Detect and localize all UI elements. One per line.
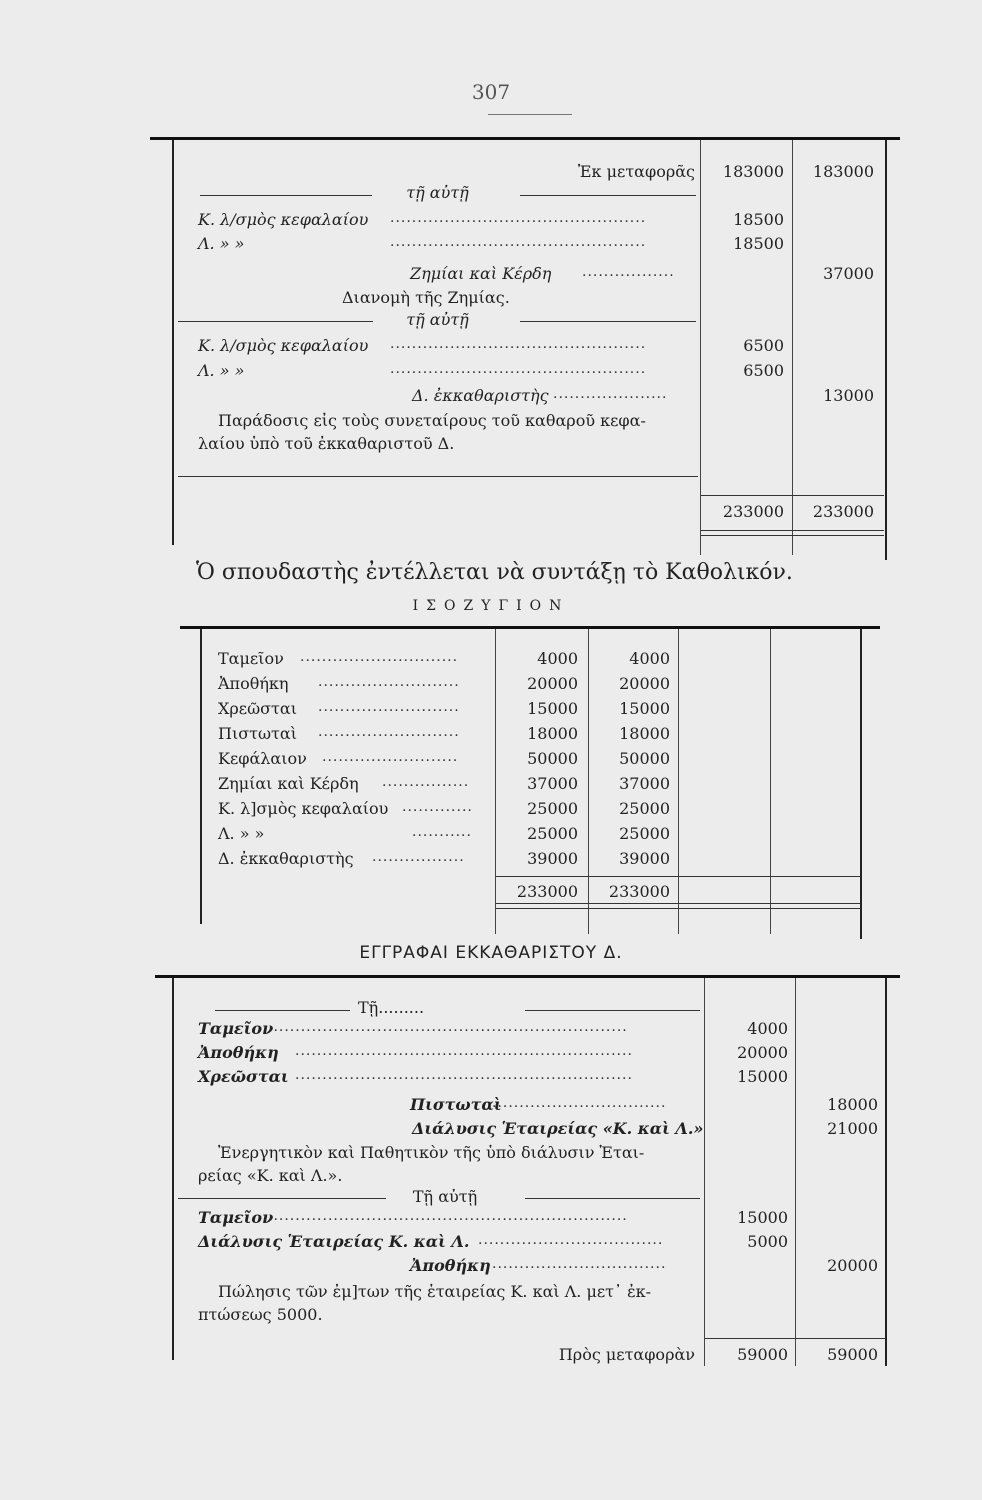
isozygion-row-a: 15000 [527, 699, 578, 718]
dot-leader: .......................... [318, 699, 460, 715]
ledger-2-left-border [172, 978, 174, 1360]
isozygion-total-b: 233000 [608, 882, 670, 901]
isozygion-row-label: Δ. ἐκκαθαριστὴς [218, 849, 354, 868]
ledger-2-row-label: Ταμεῖον [198, 1208, 274, 1227]
dot-leader: ..................... [553, 386, 668, 402]
isozygion-total-a: 233000 [516, 882, 578, 901]
ledger-2-row-debit: 15000 [737, 1067, 788, 1086]
date-rule-left [178, 1198, 386, 1199]
carry-over-debit: 59000 [737, 1345, 788, 1364]
ledger-1-credit-value: 37000 [823, 264, 874, 283]
isozygion-row-a: 37000 [527, 774, 578, 793]
isozygion-row-label: Ζημίαι καὶ Κέρδη [218, 774, 359, 793]
dot-leader: ......................... [322, 749, 459, 765]
ledger-1-row-debit: 6500 [743, 336, 784, 355]
carry-over-credit: 59000 [827, 1345, 878, 1364]
isozygion-row-label: Χρεῶσται [218, 699, 297, 718]
isozygion-col-3 [678, 629, 679, 934]
ledger-2-credit-label: Πιστωταὶ [410, 1095, 502, 1114]
ledger-2-credit-value: 21000 [827, 1119, 878, 1138]
ledger-1-date-2: τῇ αὐτῇ [406, 310, 469, 329]
date-rule-left [215, 1010, 350, 1011]
date-rule-left [178, 321, 373, 322]
isozygion-top-rule [180, 626, 880, 629]
ledger-1-note: Διανομὴ τῆς Ζημίας. [342, 288, 510, 307]
ledger-1-total-rule [178, 476, 698, 477]
ledger-2-credit-value: 18000 [827, 1095, 878, 1114]
dot-leader: .................................. [478, 1232, 664, 1248]
isozygion-row-label: Κ. λ]σμὸς κεφαλαίου [218, 799, 389, 818]
isozygion-row-b: 39000 [619, 849, 670, 868]
dot-leader: ............................................... [390, 210, 647, 226]
isozygion-left-border [200, 629, 202, 924]
dot-leader: .................................................................. [268, 1208, 628, 1224]
carry-over-label: Πρὸς μεταφορὰν [558, 1345, 695, 1364]
ledger-2-row-label: Ταμεῖον [198, 1019, 274, 1038]
isozygion-row-a: 18000 [527, 724, 578, 743]
isozygion-row-b: 4000 [629, 649, 670, 668]
isozygion-row-label: Κεφάλαιον [218, 749, 307, 768]
isozygion-row-a: 50000 [527, 749, 578, 768]
ledger-1-row-debit: 18500 [733, 234, 784, 253]
page-number: 307 [471, 80, 511, 104]
ledger-2-note-line-2: πτώσεως 5000. [198, 1305, 323, 1324]
isozygion-row-a: 25000 [527, 824, 578, 843]
ledger-2-credit-label: Διάλυσις Ἑταιρείας «Κ. καὶ Λ.» [412, 1119, 704, 1138]
ledger-1-top-rule [150, 137, 900, 140]
ledger-2-col-divider-2 [795, 978, 796, 1366]
ledger-2-row-label: Ἀποθήκη [198, 1043, 279, 1062]
date-rule-right [525, 1010, 700, 1011]
isozygion-row-label: Ταμεῖον [218, 649, 284, 668]
dot-leader: ................. [582, 264, 675, 280]
ledger-1-right-border [885, 140, 887, 560]
ledger-1-sum-rule [701, 495, 884, 496]
ledger-2-row-debit: 5000 [747, 1232, 788, 1251]
ledger-1-col-divider-1 [700, 140, 701, 555]
isozygion-row-b: 25000 [619, 799, 670, 818]
date-rule-right [520, 321, 696, 322]
ledger-1-credit-value: 13000 [823, 386, 874, 405]
ledger-2-note-line-1: Πώλησις τῶν ἐμ]των τῆς ἑταιρείας Κ. καὶ Λ. μετ᾽ ἐκ- [218, 1282, 652, 1301]
ledger-2-sum-rule [705, 1338, 885, 1339]
ledger-1-row-label: Λ. » » [198, 234, 245, 253]
ledger-1-row-debit: 6500 [743, 361, 784, 380]
isozygion-row-b: 18000 [619, 724, 670, 743]
ledger-2-row-label: Χρεῶσται [198, 1067, 289, 1086]
isozygion-col-1 [495, 629, 496, 934]
ledger-1-note-line-1: Παράδοσις εἰς τοὺς συνεταίρους τοῦ καθαροῦ κεφα- [218, 411, 646, 430]
ledger-2-date-2: Τῇ αὐτῇ [412, 1187, 478, 1206]
ledger-2-row-label: Διάλυσις Ἑταιρείας Κ. καὶ Λ. [198, 1232, 470, 1251]
ledger-1-double-rule [701, 530, 884, 536]
dot-leader: .............................................................. [295, 1067, 633, 1083]
ledger-1-left-border [172, 140, 174, 545]
ledger-2-note-line-2: ρείας «Κ. καὶ Λ.». [198, 1166, 343, 1185]
dot-leader: ............. [402, 799, 473, 815]
ledger-1-row-label: Κ. λ/σμὸς κεφαλαίου [198, 336, 369, 355]
dot-leader: .......................... [318, 674, 460, 690]
dot-leader: ................. [372, 849, 465, 865]
ledger-1-note-line-2: λαίου ὑπὸ τοῦ ἐκκαθαριστοῦ Δ. [198, 434, 455, 453]
isozygion-row-b: 37000 [619, 774, 670, 793]
ledger-2-date-1: Τῇ......... [358, 998, 425, 1017]
isozygion-col-4 [770, 629, 771, 934]
isozygion-sum-rule [496, 876, 860, 877]
ledger-1-credit-label: Ζημίαι καὶ Κέρδη [410, 264, 552, 283]
isozygion-row-b: 15000 [619, 699, 670, 718]
ledger-1-row-label: Κ. λ/σμὸς κεφαλαίου [198, 210, 369, 229]
ledger-2-top-rule [155, 975, 900, 978]
dot-leader: ............................................... [390, 234, 647, 250]
ledger-2-note-line-1: Ἐνεργητικὸν καὶ Παθητικὸν τῆς ὑπὸ διάλυσιν Ἑται- [218, 1143, 645, 1162]
dot-leader: ................ [382, 774, 470, 790]
ledger-1-total-credit: 233000 [812, 502, 874, 521]
ledger-2-right-border [885, 978, 887, 1366]
isozygion-row-b: 25000 [619, 824, 670, 843]
isozygion-double-rule [496, 903, 860, 909]
dot-leader: .............................................................. [295, 1043, 633, 1059]
dot-leader: ................................ [492, 1095, 667, 1111]
carry-forward-label: Ἐκ μεταφορᾶς [577, 162, 695, 181]
isozygion-row-label: Ἀποθήκη [218, 674, 289, 693]
ledger-1-date-1: τῇ αὐτῇ [406, 183, 469, 202]
isozygion-row-a: 4000 [537, 649, 578, 668]
ledger-2-row-debit: 15000 [737, 1208, 788, 1227]
isozygion-title: ΙΣΟΖΥΓΙΟΝ [412, 598, 570, 614]
instruction-sentence: Ὁ σπουδαστὴς ἐντέλλεται νὰ συντάξῃ τὸ Καθολικόν. [196, 560, 793, 585]
isozygion-row-a: 25000 [527, 799, 578, 818]
ledger-1-col-divider-2 [792, 140, 793, 555]
dot-leader: ............................................... [390, 336, 647, 352]
carry-credit: 183000 [812, 162, 874, 181]
date-rule-right [520, 195, 696, 196]
dot-leader: ................................ [492, 1256, 667, 1272]
ledger-2-credit-label: Ἀποθήκη [410, 1256, 491, 1275]
isozygion-row-label: Πιστωταὶ [218, 724, 297, 743]
date-rule-left [200, 195, 372, 196]
dot-leader: ............................. [300, 649, 459, 665]
ledger-2-row-debit: 20000 [737, 1043, 788, 1062]
isozygion-row-b: 50000 [619, 749, 670, 768]
date-rule-right [525, 1198, 700, 1199]
carry-debit: 183000 [722, 162, 784, 181]
ledger-2-credit-value: 20000 [827, 1256, 878, 1275]
dot-leader: ............................................... [390, 361, 647, 377]
dot-leader: .................................................................. [268, 1019, 628, 1035]
ledger-2-col-divider-1 [704, 978, 705, 1366]
isozygion-col-2 [588, 629, 589, 934]
eggrafai-title: ΕΓΓΡΑΦΑΙ ΕΚΚΑΘΑΡΙΣΤΟΥ Δ. [359, 943, 623, 963]
isozygion-row-b: 20000 [619, 674, 670, 693]
isozygion-row-a: 39000 [527, 849, 578, 868]
ledger-2-row-debit: 4000 [747, 1019, 788, 1038]
ledger-1-credit-label: Δ. ἐκκαθαριστὴς [412, 386, 549, 405]
ledger-1-row-label: Λ. » » [198, 361, 245, 380]
dot-leader: .......................... [318, 724, 460, 740]
dot-leader: ........... [412, 824, 472, 840]
isozygion-row-label: Λ. » » [218, 824, 265, 843]
ledger-1-row-debit: 18500 [733, 210, 784, 229]
page-number-rule [488, 114, 572, 115]
isozygion-row-a: 20000 [527, 674, 578, 693]
isozygion-right-border [860, 629, 862, 939]
ledger-1-total-debit: 233000 [722, 502, 784, 521]
